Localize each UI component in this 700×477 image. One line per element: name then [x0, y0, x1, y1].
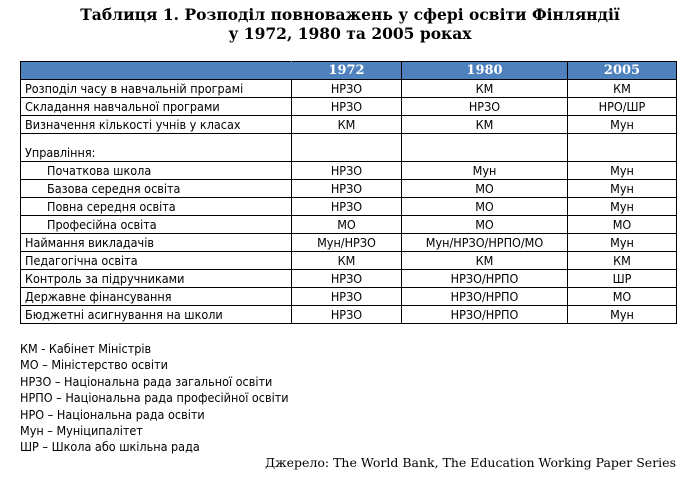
row-label: Професійна освіта: [21, 216, 292, 234]
legend-item: КМ - Кабінет Міністрів: [20, 341, 152, 356]
cell-2005: МО: [568, 216, 677, 234]
cell-1972: Мун/НРЗО: [292, 234, 402, 252]
cell-2005: КМ: [568, 252, 677, 270]
cell-1980: КМ: [402, 252, 568, 270]
cell-1972: НРЗО: [292, 306, 402, 324]
cell-1980: НРЗО/НРПО: [402, 270, 568, 288]
source-note: Джерело: The World Bank, The Education Working Paper Series: [264, 455, 676, 470]
cell-1980: МО: [402, 216, 568, 234]
row-label: Державне фінансування: [21, 288, 292, 306]
cell-1972: НРЗО: [292, 198, 402, 216]
cell-1972: НРЗО: [292, 162, 402, 180]
table-row: [21, 162, 677, 180]
table-row: [21, 80, 677, 98]
cell-2005: Мун: [568, 116, 677, 134]
cell-1972: МО: [292, 216, 402, 234]
table-row-section: [21, 134, 677, 162]
table-row: [21, 180, 677, 198]
table-row: [21, 270, 677, 288]
row-label-section: Управління:: [21, 134, 292, 162]
header-year-1972: 1972: [292, 62, 402, 80]
row-label: Бюджетні асигнування на школи: [21, 306, 292, 324]
title-line-1: Таблиця 1. Розподіл повноважень у сфері освіти Фінляндії: [80, 5, 620, 24]
authority-table: [20, 61, 677, 324]
table-row: [21, 306, 677, 324]
cell-1980: НРЗО: [402, 98, 568, 116]
cell-1980: НРЗО/НРПО: [402, 306, 568, 324]
legend-item: Мун – Муніципалітет: [20, 423, 143, 439]
cell-1972: НРЗО: [292, 270, 402, 288]
row-label: Наймання викладачів: [21, 234, 292, 252]
cell-1980: МО: [402, 198, 568, 216]
legend-item: НРО – Національна рада освіти: [20, 406, 205, 422]
header-year-2005: 2005: [568, 62, 677, 80]
cell-1980: Мун/НРЗО/НРПО/МО: [402, 234, 568, 252]
cell-2005: Мун: [568, 162, 677, 180]
cell-1972: НРЗО: [292, 98, 402, 116]
table-row: [21, 288, 677, 306]
row-label: Контроль за підручниками: [21, 270, 292, 288]
row-label: Початкова школа: [21, 162, 292, 180]
cell-2005: МО: [568, 288, 677, 306]
legend-item: НРЗО – Національна рада загальної освіти: [20, 373, 273, 389]
header-year-1980: 1980: [402, 62, 568, 80]
header-blank: [21, 62, 292, 80]
row-label: Базова середня освіта: [21, 180, 292, 198]
table-row: [21, 252, 677, 270]
cell-1972: НРЗО: [292, 80, 402, 98]
cell-1980: НРЗО/НРПО: [402, 288, 568, 306]
cell-1972: НРЗО: [292, 288, 402, 306]
cell-2005: КМ: [568, 80, 677, 98]
cell-2005: Мун: [568, 234, 677, 252]
table-header-row: [21, 62, 677, 80]
legend-item: НРПО – Національна рада професійної освіти: [20, 390, 289, 406]
cell-2005: ШР: [568, 270, 677, 288]
cell-1972: [292, 134, 402, 162]
table-row: [21, 234, 677, 252]
row-label: Визначення кількості учнів у класах: [21, 116, 292, 134]
cell-2005: [568, 134, 677, 162]
table-title: [0, 5, 700, 43]
cell-1980: [402, 134, 568, 162]
cell-1980: КМ: [402, 116, 568, 134]
table-row: [21, 216, 677, 234]
cell-1980: КМ: [402, 80, 568, 98]
cell-2005: Мун: [568, 180, 677, 198]
legend-item: ШР – Школа або шкільна рада: [20, 439, 200, 455]
cell-1972: КМ: [292, 116, 402, 134]
table-row: [21, 116, 677, 134]
row-label: Повна середня освіта: [21, 198, 292, 216]
abbreviation-legend: [20, 341, 289, 456]
row-label: Педагогічна освіта: [21, 252, 292, 270]
legend-item: МО – Міністерство освіти: [20, 357, 168, 373]
cell-1972: НРЗО: [292, 180, 402, 198]
cell-1980: МО: [402, 180, 568, 198]
row-label: Складання навчальної програми: [21, 98, 292, 116]
table-row: [21, 198, 677, 216]
cell-2005: Мун: [568, 306, 677, 324]
row-label: Розподіл часу в навчальній програмі: [21, 80, 292, 98]
cell-1980: Мун: [402, 162, 568, 180]
cell-2005: Мун: [568, 198, 677, 216]
title-line-2: у 1972, 1980 та 2005 роках: [228, 24, 472, 43]
table-row: [21, 98, 677, 116]
cell-2005: НРО/ШР: [568, 98, 677, 116]
cell-1972: КМ: [292, 252, 402, 270]
